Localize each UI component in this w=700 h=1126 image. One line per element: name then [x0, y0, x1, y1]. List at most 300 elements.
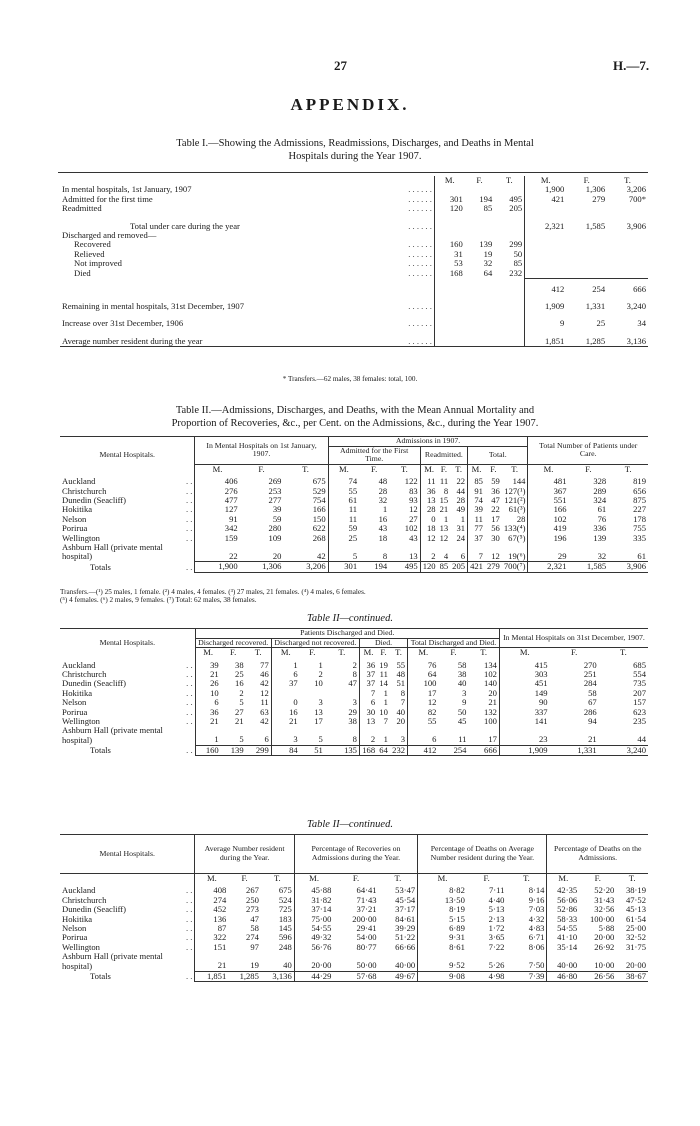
- table-3-cell: 82: [408, 708, 439, 717]
- table-3-header-notrec: Discharged not recovered.: [271, 638, 359, 648]
- table-2-cell: 48: [378, 476, 388, 487]
- table-1-cell: 3,206: [626, 184, 646, 195]
- table-2-cell: 277: [268, 495, 282, 505]
- table-3-header-in-hospitals: In Mental Hospitals on 31st December, 1907.: [499, 629, 648, 648]
- table-3-cell: 37: [271, 679, 299, 688]
- table-4-cell: 200·00: [352, 913, 377, 924]
- table-1: [60, 176, 648, 349]
- table-1-row: [60, 195, 648, 204]
- table-2-cell: 20: [272, 550, 282, 561]
- table-3-cell: 735: [633, 678, 646, 689]
- table-3-col-t: T.: [246, 648, 272, 658]
- table-2-cell: 178: [633, 513, 646, 524]
- table-2-total-cell: 1,306: [240, 562, 284, 572]
- table-1-cell: 2,321: [525, 214, 567, 231]
- table-2-totals-label: Totals: [90, 561, 111, 572]
- table-3-cell: 64: [408, 670, 439, 679]
- table-3-cell: 685: [633, 659, 646, 670]
- table-4-col-m: M.: [195, 874, 228, 884]
- table-3-cell: 623: [633, 706, 646, 717]
- table-4-cell: 50·00: [356, 960, 377, 971]
- table-4-cell: 47·52: [625, 894, 646, 905]
- table-4-cell: 100·00: [589, 913, 615, 924]
- table-2-cell: 121(²): [504, 495, 526, 505]
- table-4-cell: 7·03: [528, 904, 545, 915]
- table-2-cell: 336: [593, 523, 607, 534]
- table-1-cell: 160: [434, 240, 464, 249]
- table-2-cell: 11: [328, 505, 359, 514]
- table-4-cell: 31·75: [625, 941, 646, 952]
- table-4-row-name: Nelson: [62, 923, 87, 934]
- table-3-col-f: F.: [438, 648, 468, 658]
- table-2-cell: 77: [468, 524, 485, 533]
- table-4-cell: 20·00: [594, 932, 615, 943]
- table-2-cell: 12: [420, 534, 437, 543]
- table-2-cell: 36: [491, 485, 500, 496]
- table-1-cell: 32: [483, 258, 493, 269]
- table-4-cell: 64·41: [356, 885, 377, 896]
- table-2-continued-caption: Table II—continued.: [307, 613, 393, 624]
- table-4-cell: 49·32: [294, 933, 333, 942]
- table-4-header-row-2: [60, 874, 648, 884]
- table-4-row-name: Porirua: [62, 932, 88, 943]
- table-3-cell: 451: [499, 679, 549, 688]
- table-3-cell: 149: [499, 689, 549, 698]
- table-3-cell: 21: [195, 670, 221, 679]
- table-4-cell: 87: [195, 924, 228, 933]
- table-4-col-f: F.: [333, 874, 378, 884]
- table-4-cell: 13·50: [418, 896, 467, 905]
- table-1-cell: [607, 250, 648, 259]
- table-1-cell: [566, 250, 607, 259]
- table-3-cell: 12: [260, 687, 269, 698]
- table-4-cell: 71·43: [356, 894, 377, 905]
- table-1-cell: [607, 269, 648, 278]
- table-1-cell: [566, 231, 607, 240]
- table-2-cell: 74: [468, 496, 485, 505]
- leader-dots: . . . . . .: [408, 248, 432, 259]
- table-2-cell: 342: [195, 524, 240, 533]
- table-4-cell: 7·11: [488, 885, 505, 896]
- table-1-row-label: Increase over 31st December, 1906: [62, 318, 184, 329]
- table-3-cell: 5: [318, 734, 323, 745]
- table-3-cell: 17: [314, 716, 323, 727]
- table-2-cell: 61: [597, 504, 607, 515]
- table-2-cell: 83: [409, 485, 418, 496]
- leader-dots: [184, 952, 195, 971]
- table-1-cell: [607, 231, 648, 240]
- table-3-cell: 6: [195, 698, 221, 707]
- leader-dots: . . . . . .: [408, 193, 432, 204]
- table-4-totals-label: Totals: [90, 971, 111, 982]
- table-2-cell: 127: [195, 505, 240, 514]
- table-3-cell: 11: [458, 734, 467, 745]
- page-title: APPENDIX.: [290, 95, 410, 114]
- table-4-total-cell: 1,851: [195, 971, 228, 981]
- table-3-cell: 21: [235, 716, 244, 727]
- table-4-cell: 20·00: [294, 952, 333, 971]
- table-2-cell: 13: [439, 523, 449, 534]
- table-4-header-row-1: [60, 835, 648, 874]
- table-3-cell: 102: [484, 669, 497, 679]
- table-4-cell: 6·71: [528, 932, 545, 943]
- table-2-cell: 39: [272, 504, 282, 515]
- table-3-cell: 67: [588, 697, 597, 708]
- table-3-cell: 20: [396, 716, 406, 727]
- table-2-cell: 11: [439, 476, 449, 487]
- table-2-cell: 18: [420, 524, 437, 533]
- table-2-cell: 56: [491, 523, 500, 534]
- leader-dots: . . . . . .: [408, 258, 432, 269]
- table-2-cell: 59: [272, 513, 282, 524]
- table-2-cell: 74: [328, 474, 359, 486]
- table-3-cell: 2: [239, 687, 244, 698]
- table-4-cell: 8·06: [528, 941, 545, 952]
- table-4-col-m: M.: [547, 874, 579, 884]
- table-2-cell: 27: [409, 513, 418, 524]
- table-2-continued-2: [60, 834, 648, 982]
- table-1-cell: 1,851: [525, 329, 567, 347]
- table-3-col-f: F.: [377, 648, 390, 658]
- table-3-cell: 1: [195, 726, 221, 745]
- leader-dots: . .: [186, 476, 193, 487]
- table-1-cell: [494, 311, 524, 328]
- table-4-total-cell: 1,285: [228, 971, 261, 981]
- table-1-footnote: * Transfers.—62 males, 38 females: total, 100.: [282, 375, 418, 383]
- table-2-row-name: Hokitika: [62, 504, 93, 515]
- table-2-cell: 43: [409, 532, 418, 543]
- table-3-cell: 38: [457, 669, 467, 679]
- table-3-header-died: Died.: [359, 638, 407, 648]
- table-4-header-hospitals: Mental Hospitals.: [60, 835, 195, 874]
- table-3-row-name: Christchurch: [62, 669, 107, 679]
- leader-dots: . . . . . .: [408, 203, 432, 214]
- table-1-row: [60, 204, 648, 213]
- table-3-total-cell: 254: [438, 745, 468, 755]
- leader-dots: [385, 278, 434, 294]
- leader-dots: . .: [186, 678, 193, 689]
- table-2-cell: 28: [456, 495, 466, 505]
- table-3-cell: 3: [318, 697, 323, 708]
- table-2-header-under-care: Total Number of Patients under Care.: [528, 437, 648, 465]
- table-2-cell: 477: [195, 496, 240, 505]
- table-1-cell: 1,585: [585, 220, 606, 231]
- table-2-col-t: T.: [502, 464, 528, 474]
- table-4-total-cell: 49·67: [379, 971, 418, 981]
- table-4-cell: 54·00: [356, 932, 377, 943]
- table-1-cell: [525, 240, 567, 249]
- leader-dots: [184, 543, 195, 562]
- leader-dots: . .: [186, 971, 193, 982]
- table-2-cell: 47: [491, 495, 500, 505]
- table-1-caption-line-1: Table I.—Showing the Admissions, Readmissions, Discharges, and Deaths in Mental: [176, 138, 534, 149]
- table-2-row-name: Auckland: [62, 476, 96, 487]
- table-2-cell: 32: [597, 550, 607, 561]
- leader-dots: . .: [186, 561, 193, 572]
- table-3-cell: 141: [499, 717, 549, 726]
- table-4-col-m: M.: [294, 874, 333, 884]
- table-3-total-cell: 1,331: [550, 745, 599, 755]
- table-2-cell: 76: [597, 513, 607, 524]
- table-2-cell: 39: [468, 505, 485, 514]
- table-1-cell: 1,285: [585, 335, 606, 346]
- leader-dots: . .: [186, 941, 193, 952]
- table-3-cell: 6: [359, 698, 377, 707]
- table-3-total-cell: 139: [221, 745, 246, 755]
- table-1-row-label: [60, 278, 385, 294]
- table-1-cell: 666: [607, 278, 648, 294]
- leader-dots: . .: [186, 885, 193, 896]
- leader-dots: . . . . . .: [408, 267, 432, 278]
- table-3-col-t: T.: [599, 648, 648, 658]
- table-4-header-deaths_avg: Percentage of Deaths on Average Number resident during the Year.: [418, 835, 547, 874]
- table-3-cell: 6: [408, 726, 439, 745]
- table-4-cell: 8·19: [418, 905, 467, 914]
- table-2-footnotes: [60, 588, 650, 604]
- table-1-cell: [494, 329, 524, 347]
- leader-dots: . .: [186, 697, 193, 708]
- table-1-cell: 232: [509, 267, 523, 278]
- table-4-cell: 136: [195, 915, 228, 924]
- table-4-cell: 408: [195, 883, 228, 895]
- table-3-cell: 55: [408, 717, 439, 726]
- document-reference: H.—7.: [613, 58, 650, 73]
- table-2-row-name: Wellington: [62, 532, 100, 543]
- table-3-cell: 2: [352, 659, 357, 670]
- table-4-cell: 4·32: [528, 913, 545, 924]
- table-4-cell: 4·40: [488, 894, 505, 905]
- table-3-cell: 140: [484, 678, 497, 689]
- leader-dots: . .: [186, 904, 193, 915]
- table-1-row: [60, 269, 648, 278]
- table-4-col-t: T.: [506, 874, 547, 884]
- table-3-cell: 38: [348, 716, 357, 727]
- table-4-cell: 40·00: [547, 952, 579, 971]
- table-2-row-name: Christchurch: [62, 485, 107, 496]
- table-1-cell: 205: [509, 203, 523, 214]
- table-3-cell: 132: [484, 706, 497, 717]
- table-3-col-f: F.: [550, 648, 599, 658]
- table-3-cell: 90: [499, 698, 549, 707]
- leader-dots: . . . . . .: [408, 335, 432, 346]
- table-1-cell: [465, 214, 495, 231]
- table-1-cell: 19: [483, 248, 493, 259]
- table-3-cell: 21: [271, 717, 299, 726]
- table-3-header-tot: Total Discharged and Died.: [408, 638, 500, 648]
- table-2-total-cell: 495: [389, 562, 420, 572]
- table-2-cell: 25: [328, 534, 359, 543]
- table-1-cell: [434, 294, 464, 311]
- table-3-cell: 415: [499, 658, 549, 670]
- table-4-total-cell: 3,136: [261, 971, 294, 981]
- table-1-col-header-f: F.: [476, 175, 483, 185]
- table-3-total-cell: 232: [390, 745, 408, 755]
- table-1-row: [60, 311, 648, 328]
- table-1-row-label: Discharged and removed—: [62, 230, 157, 241]
- table-2-cell: 280: [268, 523, 282, 534]
- table-4-cell: 97: [250, 941, 259, 952]
- table-2-col-m: M.: [195, 464, 240, 474]
- leader-dots: . .: [186, 894, 193, 905]
- table-3-cell: 100: [484, 716, 497, 727]
- table-3-col-m: M.: [499, 648, 549, 658]
- table-2-cell: 22: [195, 543, 240, 562]
- table-4-cell: 56·06: [547, 896, 579, 905]
- table-2-row-name: Ashburn Hall (private mental hospital): [62, 542, 163, 562]
- table-3-cell: 21: [488, 697, 497, 708]
- table-3-cell: 303: [499, 670, 549, 679]
- table-4-total-cell: 46·80: [547, 971, 579, 981]
- table-3-cell: 134: [484, 659, 497, 670]
- table-1-col-header-t: T.: [505, 175, 513, 185]
- table-2-caption-line-1: Table II.—Admissions, Discharges, and Deaths, with the Mean Annual Mortality and: [175, 405, 535, 416]
- table-4-header-deaths_adm: Percentage of Deaths on the Admissions.: [547, 835, 648, 874]
- table-1-cell: [525, 269, 567, 278]
- table-4-cell: 322: [195, 933, 228, 942]
- table-1-cell: 120: [434, 204, 464, 213]
- table-2-cell: 0: [420, 515, 437, 524]
- table-3-cell: 8: [400, 687, 406, 698]
- table-2-cell: 29: [528, 543, 569, 562]
- table-2-cell: 1: [443, 513, 449, 524]
- table-3-cell: 39: [195, 658, 221, 670]
- table-1-row-label: Admitted for the first time: [62, 193, 153, 204]
- table-2-cell: 227: [633, 504, 646, 515]
- table-1-cell: 1,331: [585, 300, 606, 311]
- table-4-cell: 248: [278, 941, 292, 952]
- table-2-cell: 11: [420, 474, 437, 486]
- table-4-cell: 4·83: [528, 923, 545, 934]
- table-2-cell: 269: [268, 476, 282, 487]
- table-4-cell: 40·00: [395, 960, 416, 971]
- table-4-cell: 51·22: [395, 932, 416, 943]
- table-3-cell: 3: [271, 726, 299, 745]
- table-2-cell: 31: [456, 523, 466, 534]
- table-2-cell: 122: [404, 476, 418, 487]
- table-3-cell: 17: [488, 734, 497, 745]
- table-3-cell: 1: [318, 659, 323, 670]
- table-2-cell: 11: [328, 515, 359, 524]
- table-2-cell: 22: [456, 476, 466, 487]
- table-1-row: [60, 329, 648, 347]
- table-1-top-rule: [58, 172, 648, 173]
- table-3-row-name: Wellington: [62, 716, 100, 727]
- table-2-total-cell: 205: [450, 562, 467, 572]
- table-2-cell: 335: [633, 532, 646, 543]
- table-3-cell: 6: [271, 670, 299, 679]
- table-2-cell: 144: [512, 476, 526, 487]
- table-3-total-cell: 666: [468, 745, 499, 755]
- table-3-total-cell: 84: [271, 745, 299, 755]
- table-1-cell: [607, 259, 648, 268]
- table-4-cell: 54·55: [294, 924, 333, 933]
- table-1-row-label: Died: [74, 267, 91, 278]
- table-2-cell: 419: [528, 524, 569, 533]
- table-2-col-m: M.: [420, 464, 437, 474]
- table-4-cell: 452: [195, 905, 228, 914]
- page-number: 27: [334, 58, 347, 73]
- table-3-cell: 284: [583, 678, 597, 689]
- table-4-total-cell: 7·39: [506, 971, 547, 981]
- leader-dots: . .: [186, 669, 193, 679]
- table-3-cell: 17: [408, 689, 439, 698]
- table-1-col-header-m: M.: [434, 176, 464, 185]
- table-2-cell: 22: [491, 504, 500, 515]
- table-1-row-label: In mental hospitals, 1st January, 1907: [62, 184, 192, 195]
- table-3-cell: 337: [499, 708, 549, 717]
- table-4-cell: 45·13: [625, 904, 646, 915]
- table-2-total-cell: 279: [486, 561, 500, 572]
- table-2-caption-line-2: Proportion of Recoveries, &c., per Cent. on the Admissions, &c., during the Year 1907.: [171, 418, 539, 429]
- table-3-cell: 16: [271, 708, 299, 717]
- leader-dots: . .: [186, 687, 193, 698]
- leader-dots: . . . . . .: [408, 318, 432, 329]
- table-1-cell: [465, 311, 495, 328]
- table-4-cell: 7·22: [488, 941, 505, 952]
- table-2-header-first-time: Admitted for the First Time.: [328, 446, 420, 464]
- table-4-cell: 675: [278, 885, 292, 896]
- table-2-continued-2-caption: Table II—continued.: [307, 819, 393, 830]
- table-4-cell: 5·26: [488, 960, 505, 971]
- table-1-cell: [525, 204, 567, 213]
- table-3-cell: 37: [359, 670, 377, 679]
- table-2-col-f: F.: [359, 464, 389, 474]
- table-2-col-t: T.: [450, 464, 467, 474]
- table-4-row-name: Wellington: [62, 941, 100, 952]
- table-3-col-f: F.: [221, 648, 246, 658]
- table-3-cell: 9: [462, 697, 467, 708]
- table-2-footnote-2: (⁵) 4 females. (⁶) 2 males, 9 females. (⁷) Total: 62 males, 38 females.: [60, 596, 257, 604]
- table-3-col-f: F.: [300, 648, 325, 658]
- table-4-cell: 9·16: [528, 894, 545, 905]
- leader-dots: . .: [186, 923, 193, 934]
- table-4-cell: 52·86: [547, 905, 579, 914]
- table-4-cell: 151: [195, 943, 228, 952]
- leader-dots: . .: [186, 523, 193, 534]
- table-3-cell: 251: [583, 669, 597, 679]
- table-4-cell: 54·55: [547, 924, 579, 933]
- table-2-cell: 55: [328, 487, 359, 496]
- table-4-cell: 2·13: [488, 913, 505, 924]
- table-4-cell: 5·15: [418, 915, 467, 924]
- table-2-cell: 276: [195, 487, 240, 496]
- table-4-cell: 45·54: [395, 894, 416, 905]
- table-3-cell: 3: [462, 687, 467, 698]
- table-1-cell: [566, 204, 607, 213]
- table-1-cell: 85: [513, 258, 523, 269]
- table-1-cell: [607, 204, 648, 213]
- leader-dots: . .: [186, 932, 193, 943]
- table-3-row-name: Nelson: [62, 697, 87, 708]
- table-4-cell: 29·41: [356, 923, 377, 934]
- table-2-cell: 43: [378, 523, 388, 534]
- table-1-cell: 64: [483, 267, 493, 278]
- table-4-total-cell: 38·67: [616, 971, 648, 981]
- table-4-col-f: F.: [579, 874, 616, 884]
- table-2-col-f: F.: [438, 464, 451, 474]
- table-3-cell: 10: [314, 678, 323, 689]
- table-4-cell: 40: [283, 960, 292, 971]
- table-3-cell: 11: [379, 669, 388, 679]
- table-3-cell: 5: [239, 697, 244, 708]
- leader-dots: . .: [186, 716, 193, 727]
- table-4-cell: 32·56: [594, 904, 615, 915]
- table-1-cell: 31: [434, 250, 464, 259]
- table-2-cell: 61(³): [508, 504, 526, 515]
- table-1-row: [60, 278, 648, 294]
- table-3-cell: 3: [352, 697, 357, 708]
- table-3-cell: 21: [195, 717, 221, 726]
